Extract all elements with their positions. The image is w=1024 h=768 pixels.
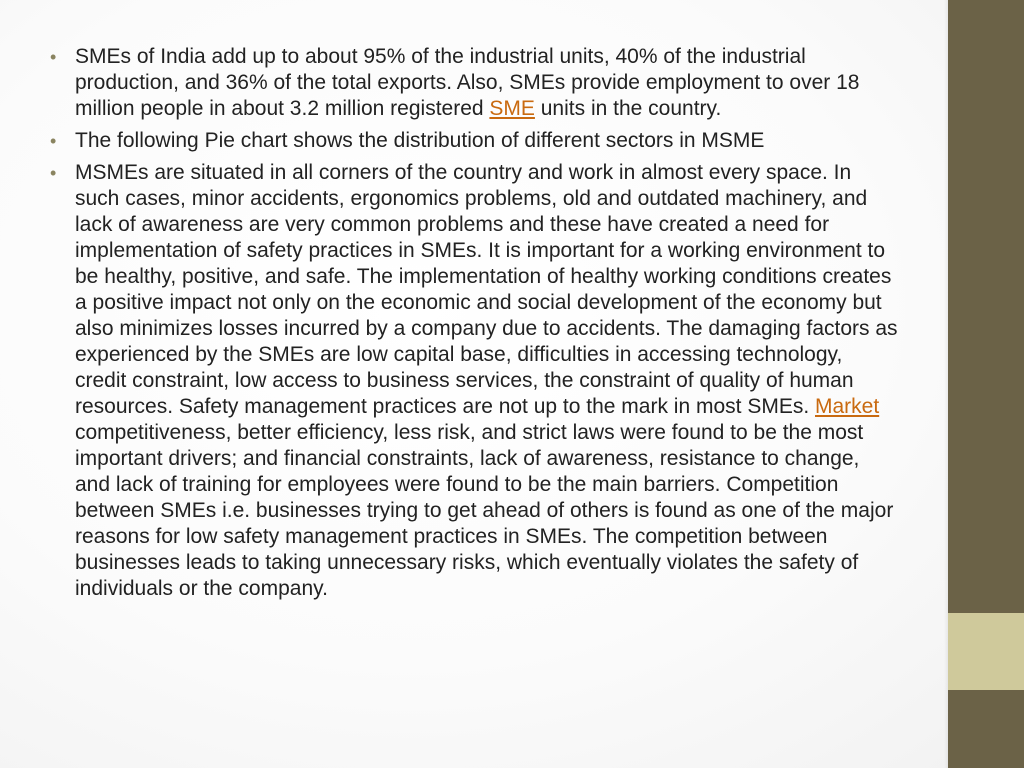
bullet-text: units in the country. — [534, 97, 722, 120]
bullet-text: The following Pie chart shows the distribution of different sectors in MSME — [75, 129, 765, 152]
bullet-marker: • — [50, 47, 57, 67]
bullet-list — [48, 44, 898, 602]
bullet-marker: • — [50, 131, 57, 151]
market-link[interactable]: Market — [815, 395, 880, 418]
bullet-marker: • — [50, 163, 57, 183]
bullet-text: MSMEs are situated in all corners of the country and work in almost every space. In such cases, minor accidents, ergonomics problems, old and outdated machinery, and lack of awareness are very common problems and these have created a need for implementation of safety practices in SMEs. It is important for a working environment to be healthy, positive, and safe. The implementation of healthy working conditions creates a positive impact not only on the economic and social development of the economy but also minimizes losses incurred by a company due to accidents. The damaging factors as experienced by the SMEs are low capital base, difficulties in accessing technology, credit constraint, low access to business services, the constraint of quality of human resources. Safety management practices are not up to the mark in most SMEs. — [75, 161, 898, 418]
bullet-text: SMEs of India add up to about 95% of the industrial units, 40% of the industrial production, and 36% of the total exports. Also, SMEs provide employment to over 18 million people in about 3.2 million registered — [75, 45, 860, 120]
bullet-item-sme-stats — [48, 44, 898, 122]
side-decoration-accent — [948, 613, 1024, 690]
bullet-item-pie-chart-intro — [48, 128, 898, 154]
bullet-text: competitiveness, better efficiency, less risk, and strict laws were found to be the most important drivers; and financial constraints, lack of awareness, resistance to change, and lack of training for employees were found to be the main barriers. Competition between SMEs i.e. businesses trying to get ahead of others is found as one of the major reasons for low safety management practices in SMEs. The competition between businesses leads to taking unnecessary risks, which eventually violates the safety of individuals or the company. — [75, 421, 894, 600]
sme-link[interactable]: SME — [489, 97, 535, 120]
bullet-item-safety-practices — [48, 160, 898, 602]
slide-body — [48, 44, 898, 608]
